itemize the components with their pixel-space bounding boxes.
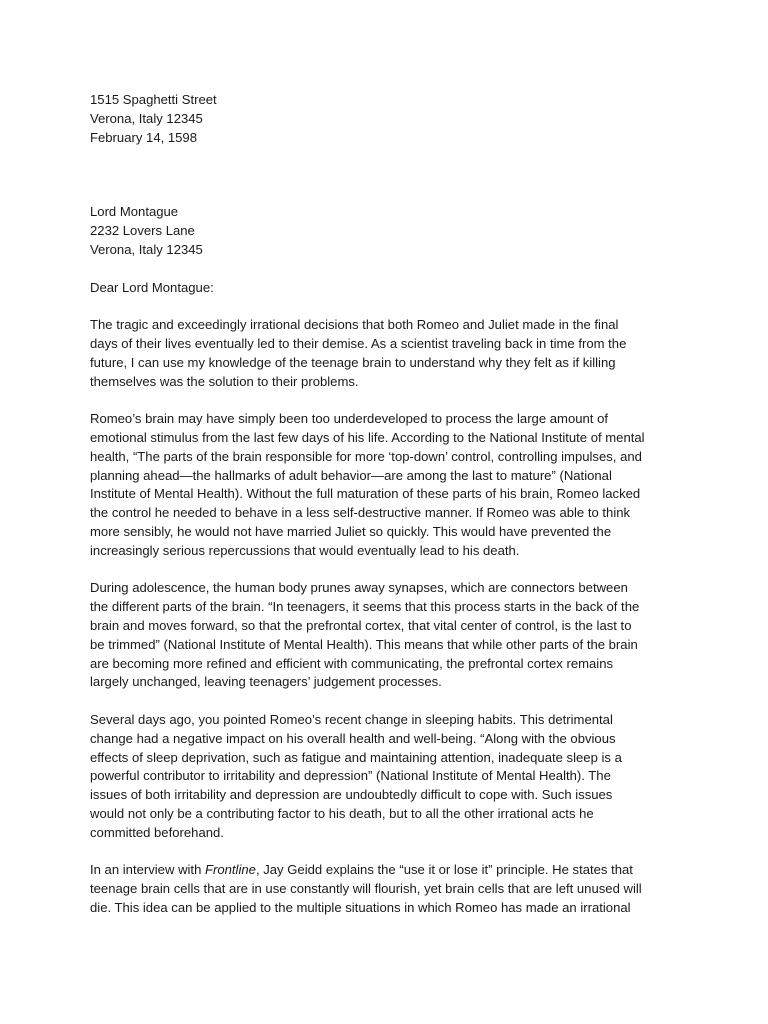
paragraph-line [90, 861, 690, 880]
paragraph-line: teenage brain cells that are in use constantly will flourish, yet brain cells that are left unused will [90, 881, 642, 897]
body-paragraph-1 [90, 316, 690, 391]
text-run: , Jay Geidd explains the “use it or lose it” principle. He states that [255, 862, 633, 878]
paragraph-line: effects of sleep deprivation, such as fatigue and maintaining attention, inadequate sleep is a [90, 749, 622, 765]
paragraph-line: planning ahead—the hallmarks of adult behavior—are among the last to mature” (National [90, 467, 612, 483]
spacer [90, 147, 690, 203]
salutation-text: Dear Lord Montague: [90, 279, 214, 295]
spacer [90, 391, 690, 410]
letter-page [90, 91, 690, 918]
paragraph-line: emotional stimulus from the last few days of his life. According to the National Institute of mental [90, 429, 645, 445]
recipient-city: Verona, Italy 12345 [90, 241, 203, 257]
paragraph-line: The tragic and exceedingly irrational decisions that both Romeo and Juliet made in the final [90, 317, 619, 333]
paragraph-line: change had a negative impact on his overall health and well-being. “Along with the obvious [90, 730, 616, 746]
letter-date: February 14, 1598 [90, 129, 198, 145]
body-paragraph-3 [90, 579, 690, 692]
paragraph-line: themselves was the solution to their problems. [90, 373, 359, 389]
sender-street: 1515 Spaghetti Street [90, 92, 217, 107]
text-run: In an interview with [90, 862, 205, 878]
paragraph-line: future, I can use my knowledge of the teenage brain to understand why they felt as if killing [90, 354, 616, 370]
recipient-address [90, 203, 690, 259]
recipient-street: 2232 Lovers Lane [90, 223, 195, 239]
spacer [90, 561, 690, 580]
salutation [90, 279, 690, 298]
spacer [90, 297, 690, 316]
body-paragraph-5 [90, 861, 690, 917]
paragraph-line: largely unchanged, leaving teenagers’ judgement processes. [90, 674, 442, 690]
paragraph-line: increasingly serious repercussions that would eventually lead to his death. [90, 542, 520, 558]
paragraph-line: die. This idea can be applied to the multiple situations in which Romeo has made an irrational [90, 899, 631, 915]
paragraph-line: brain and moves forward, so that the prefrontal cortex, that vital center of control, is the last to [90, 617, 632, 633]
spacer [90, 692, 690, 711]
spacer [90, 260, 690, 279]
publication-title: Frontline [205, 862, 256, 878]
paragraph-line: days of their lives eventually led to their demise. As a scientist traveling back in time from the [90, 335, 627, 351]
recipient-name: Lord Montague [90, 204, 179, 220]
paragraph-line: the control he needed to behave in a less self-destructive manner. If Romeo was able to think [90, 505, 631, 521]
paragraph-line: be trimmed” (National Institute of Mental Health). This means that while other parts of the brain [90, 636, 638, 652]
paragraph-line: more sensibly, he would not have married Juliet so quickly. This would have prevented the [90, 523, 612, 539]
sender-address [90, 91, 690, 147]
paragraph-line: committed beforehand. [90, 824, 224, 840]
paragraph-line: issues of both irritability and depression are undoubtedly difficult to cope with. Such issues [90, 787, 613, 803]
paragraph-line: During adolescence, the human body prunes away synapses, which are connectors between [90, 580, 628, 596]
paragraph-line: powerful contributor to irritability and depression” (National Institute of Mental Health). The [90, 768, 611, 784]
body-paragraph-4 [90, 711, 690, 843]
paragraph-line: would not only be a contributing factor to his death, but to all the other irrational acts he [90, 805, 594, 821]
paragraph-line: Romeo’s brain may have simply been too underdeveloped to process the large amount of [90, 411, 608, 427]
spacer [90, 842, 690, 861]
body-paragraph-2 [90, 410, 690, 560]
paragraph-line: are becoming more refined and efficient with communicating, the prefrontal cortex remains [90, 655, 614, 671]
sender-city: Verona, Italy 12345 [90, 110, 203, 126]
paragraph-line: health, “The parts of the brain responsible for more ‘top-down’ control, controlling impulses, and [90, 448, 642, 464]
paragraph-line: Several days ago, you pointed Romeo’s recent change in sleeping habits. This detrimental [90, 711, 613, 727]
paragraph-line: the different parts of the brain. “In teenagers, it seems that this process starts in the back of the [90, 599, 640, 615]
paragraph-line: Institute of Mental Health). Without the full maturation of these parts of his brain, Romeo lacked [90, 486, 641, 502]
